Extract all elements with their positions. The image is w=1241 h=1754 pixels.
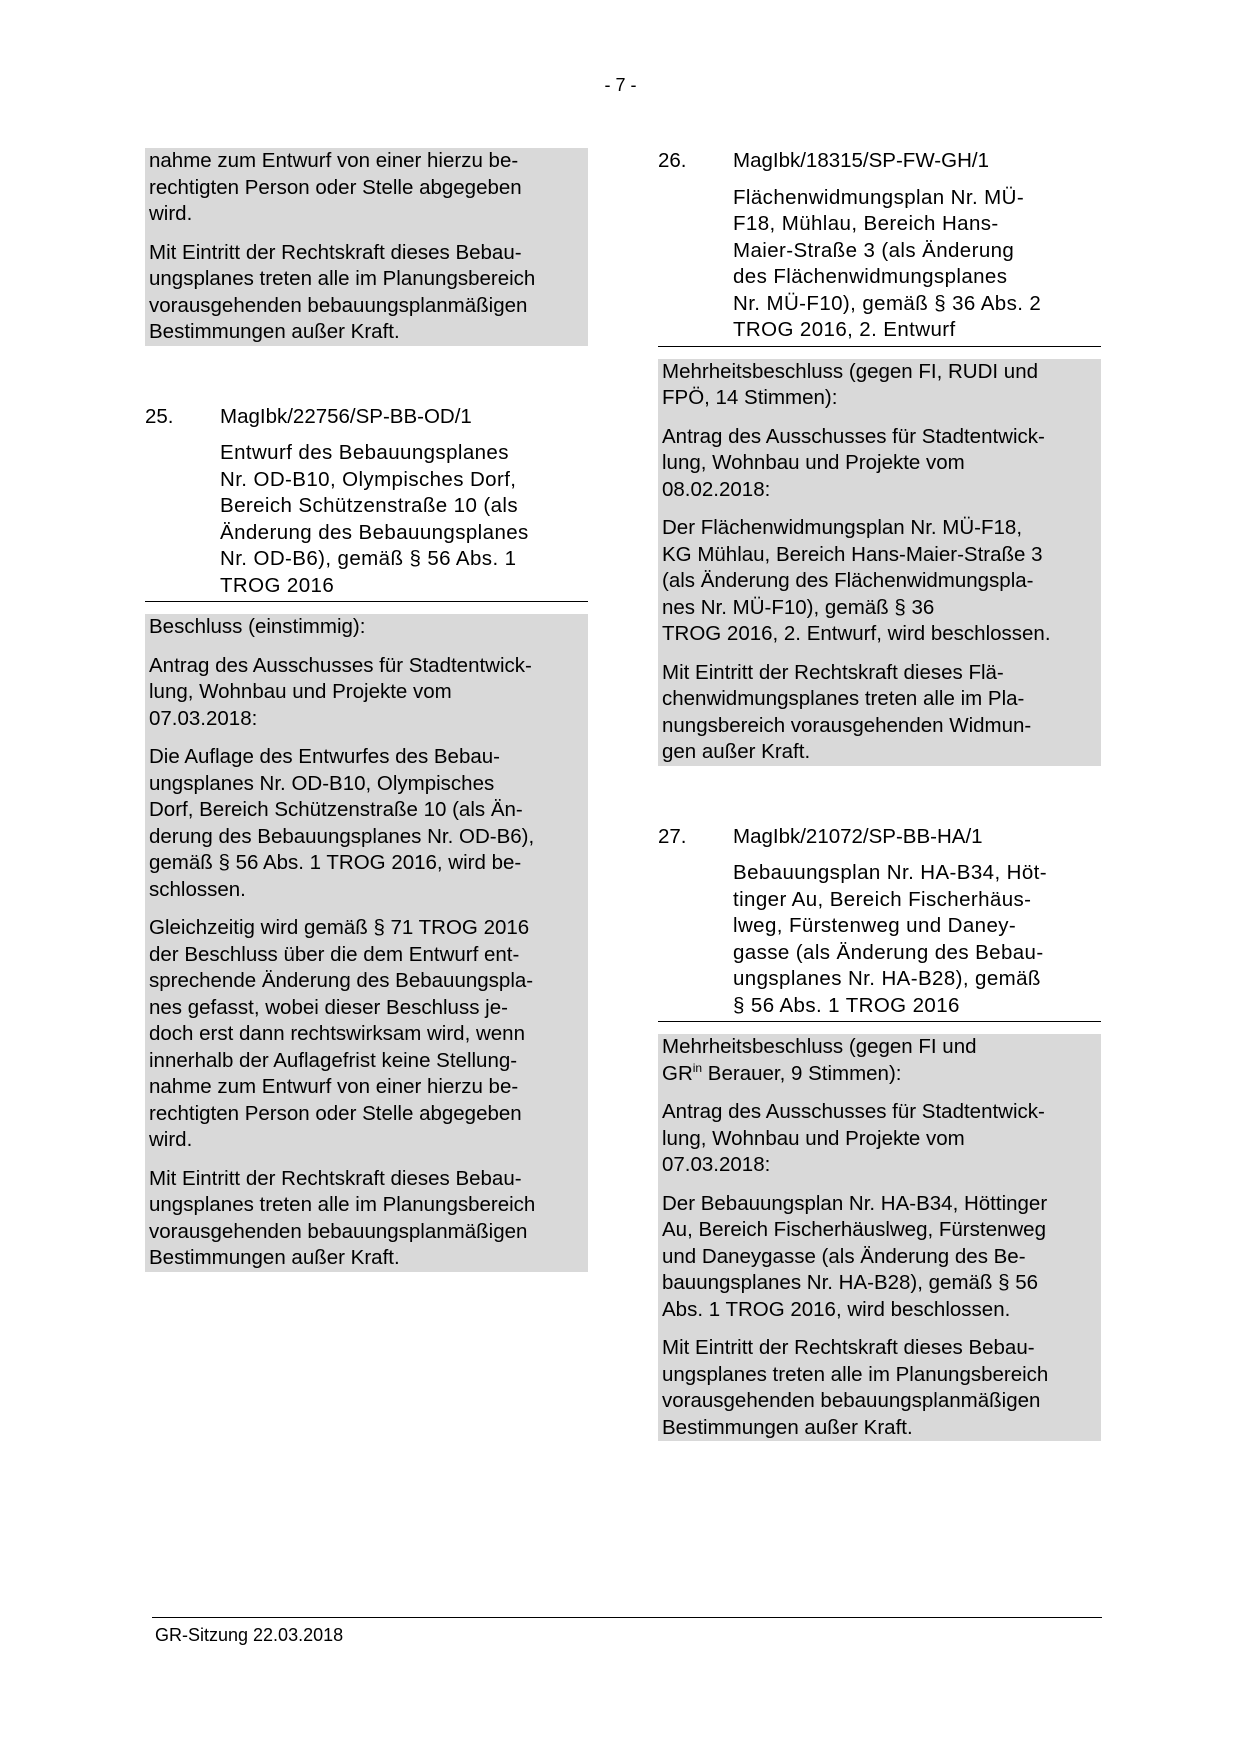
paragraph: Die Auflage des Entwurfes des Bebau- ungsplanes Nr. OD-B10, Olympisches Dorf, Bereich Schützenstraße 10 (als Än- derung des Bebauungsplanes Nr. OD-B6), gemäß § 56 Abs. 1 TROG 2016, wird be- schlossen. xyxy=(149,745,535,901)
agenda-item-26 xyxy=(658,148,1101,766)
page-number: - 7 - xyxy=(604,75,637,95)
continuation-block xyxy=(145,148,588,346)
item-number: 25. xyxy=(145,404,174,428)
paragraph: Antrag des Ausschusses für Stadtentwick- lung, Wohnbau und Projekte vom 08.02.2018: xyxy=(662,424,1045,501)
paragraph: Der Flächenwidmungsplan Nr. MÜ-F18, KG Mühlau, Bereich Hans-Maier-Straße 3 (als Änderung des Flächenwidmungspla- nes Nr. MÜ-F10), gemäß § 36 TROG 2016, 2. Entwurf, wird beschlossen. xyxy=(662,516,1051,645)
item-heading xyxy=(658,824,1101,851)
item-code: MagIbk/22756/SP-BB-OD/1 xyxy=(220,404,472,428)
paragraph: Antrag des Ausschusses für Stadtentwick- lung, Wohnbau und Projekte vom 07.03.2018: xyxy=(662,1100,1045,1176)
item-title: Flächenwidmungsplan Nr. MÜ- F18, Mühlau, Bereich Hans- Maier-Straße 3 (als Änderung des Flächenwidmungsplanes Nr. MÜ-F10), gemäß § 36 Abs. 2 TROG 2016, 2. Entwurf xyxy=(733,185,1042,341)
item-title: Bebauungsplan Nr. HA-B34, Höt- tinger Au, Bereich Fischerhäus- lweg, Fürstenweg und Daney- gasse (als Änderung des Bebau- ungsplanes Nr. HA-B28), gemäß § 56 Abs. 1 TROG 2016 xyxy=(733,861,1047,1017)
resolution-block xyxy=(658,359,1101,766)
item-title: Entwurf des Bebauungsplanes Nr. OD-B10, Olympisches Dorf, Bereich Schützenstraße 10 (als Änderung des Bebauungsplanes Nr. OD-B6), gemäß § 56 Abs. 1 TROG 2016 xyxy=(220,441,529,597)
paragraph: Gleichzeitig wird gemäß § 71 TROG 2016 der Beschluss über die dem Entwurf ent- sprechende Änderung des Bebauungspla- nes gefasst, wobei dieser Beschluss je- doch erst dann rechtswirksam wird, wenn innerhalb der Auflagefrist keine Stellung- nahme zum Entwurf von einer hierzu be- rechtigten Person oder Stelle abgegeben wird. xyxy=(149,916,534,1151)
agenda-item-25 xyxy=(145,404,588,1272)
vote-gr: GR xyxy=(662,1061,693,1085)
vote-line: Beschluss (einstimmig): xyxy=(149,615,366,638)
vote-superscript: in xyxy=(692,1060,703,1075)
paragraph: Mit Eintritt der Rechtskraft dieses Bebau- ungsplanes treten alle im Planungsbereich vorausgehenden bebauungsplanmäßigen Bestimmungen außer Kraft. xyxy=(662,1336,1049,1439)
footer-divider xyxy=(152,1617,1102,1618)
item-number: 26. xyxy=(658,149,687,172)
divider xyxy=(658,1021,1101,1022)
paragraph: Antrag des Ausschusses für Stadtentwick- lung, Wohnbau und Projekte vom 07.03.2018: xyxy=(149,653,532,730)
vote-line xyxy=(662,1034,1097,1087)
agenda-item-27 xyxy=(658,824,1101,1442)
left-column xyxy=(145,148,588,1272)
vote-rest: Berauer, 9 Stimmen): xyxy=(702,1061,902,1085)
vote-line: Mehrheitsbeschluss (gegen FI, RUDI und FPÖ, 14 Stimmen): xyxy=(662,359,1039,409)
right-column xyxy=(658,148,1101,1441)
paragraph: Mit Eintritt der Rechtskraft dieses Bebau- ungsplanes treten alle im Planungsbereich vorausgehenden bebauungsplanmäßigen Bestimmungen außer Kraft. xyxy=(149,1166,536,1269)
paragraph: Mit Eintritt der Rechtskraft dieses Flä- chenwidmungsplanes treten alle im Pla- nungsbereich vorausgehenden Widmun- gen außer Kraft. xyxy=(662,660,1032,763)
paragraph: Der Bebauungsplan Nr. HA-B34, Höttinger Au, Bereich Fischerhäuslweg, Fürstenweg und Daneygasse (als Änderung des Be- bauungsplanes Nr. HA-B28), gemäß § 56 Abs. 1 TROG 2016, wird beschlossen. xyxy=(662,1191,1048,1321)
vote-line-1: Mehrheitsbeschluss (gegen FI und xyxy=(662,1035,977,1058)
resolution-block xyxy=(658,1034,1101,1441)
item-number: 27. xyxy=(658,824,687,848)
item-heading xyxy=(145,404,588,431)
divider xyxy=(658,346,1101,347)
divider xyxy=(145,601,588,602)
item-code: MagIbk/21072/SP-BB-HA/1 xyxy=(733,824,983,848)
resolution-block xyxy=(145,614,588,1272)
item-heading xyxy=(658,148,1101,175)
paragraph: Mit Eintritt der Rechtskraft dieses Bebau- ungsplanes treten alle im Planungsbereich vorausgehenden bebauungsplanmäßigen Bestimmungen außer Kraft. xyxy=(149,240,536,343)
paragraph: nahme zum Entwurf von einer hierzu be- rechtigten Person oder Stelle abgegeben wird. xyxy=(149,149,522,225)
item-code: MagIbk/18315/SP-FW-GH/1 xyxy=(733,149,989,172)
footer-text: GR-Sitzung 22.03.2018 xyxy=(155,1625,344,1645)
